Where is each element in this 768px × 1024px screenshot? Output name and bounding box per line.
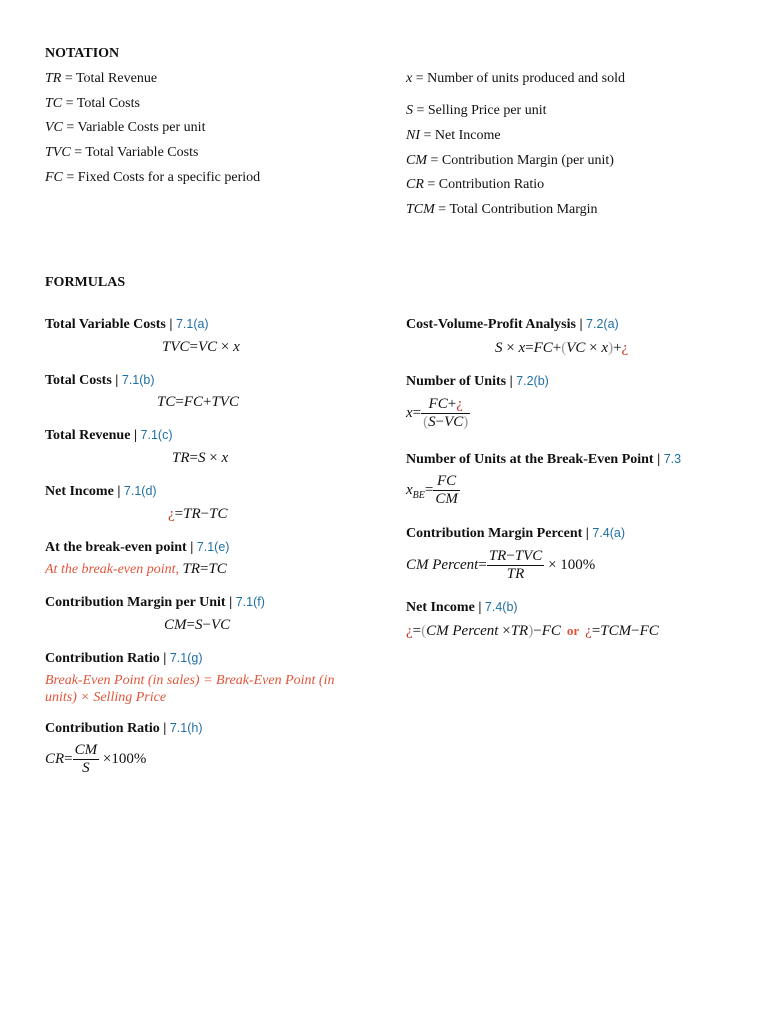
formula-title-net-income: Net Income | 7.1(d) bbox=[45, 484, 157, 499]
formula-units-equation: x= $\frac{FC+¿}{(S-VC)}$ bbox=[406, 396, 469, 430]
formula-ref[interactable]: 7.1(c) bbox=[140, 428, 173, 442]
formula-title-cvp-analysis: Cost-Volume-Profit Analysis | 7.2(a) bbox=[406, 317, 619, 332]
cr-fraction: $\frac{CM}{S}$ bbox=[74, 742, 98, 776]
formula-ref[interactable]: 7.1(e) bbox=[196, 540, 230, 554]
formula-title-net-income-b: Net Income | 7.4(b) bbox=[406, 600, 518, 615]
formula-ref[interactable]: 7.3 bbox=[663, 452, 682, 466]
formula-units-be-equation: $x_{BE}=$ $\frac{FC}{CM}$ bbox=[406, 473, 458, 507]
formulas-heading: FORMULAS bbox=[45, 275, 126, 290]
formula-ref[interactable]: 7.1(f) bbox=[235, 595, 265, 609]
formula-ni-equation: ¿=TR−TC bbox=[168, 506, 228, 522]
formula-ref[interactable]: 7.1(a) bbox=[175, 317, 209, 331]
formula-title-total-revenue: Total Revenue | 7.1(c) bbox=[45, 428, 173, 443]
formula-ref[interactable]: 7.1(b) bbox=[121, 373, 155, 387]
formula-ref[interactable]: 7.4(b) bbox=[484, 600, 518, 614]
formula-break-even-line: At the break-even point, TR=TC bbox=[45, 561, 227, 577]
notation-item-tvc: TVC = Total Variable Costs bbox=[45, 145, 199, 160]
break-even-sales-note: Break-Even Point (in sales) = Break-Even Point (in units) × Selling Price bbox=[45, 673, 335, 705]
notation-item-ni: NI = Net Income bbox=[406, 128, 501, 143]
notation-item-tcm: TCM = Total Contribution Margin bbox=[406, 202, 598, 217]
formula-title-contribution-ratio-h: Contribution Ratio | 7.1(h) bbox=[45, 721, 203, 736]
formula-tr-equation: TR=S × x bbox=[172, 450, 229, 466]
formula-cvp-equation: S × x=FC+(VC × x)+¿ bbox=[495, 340, 629, 356]
notation-heading: NOTATION bbox=[45, 46, 120, 61]
formula-title-cm-per-unit: Contribution Margin per Unit | 7.1(f) bbox=[45, 595, 265, 610]
cm-percent-fraction: $\frac{\text{TR−TVC}}{TR}$ bbox=[488, 548, 543, 582]
notation-item-s: S = Selling Price per unit bbox=[406, 103, 547, 118]
units-be-fraction: $\frac{FC}{CM}$ bbox=[435, 473, 458, 507]
units-fraction: $\frac{FC+¿}{(S-VC)}$ bbox=[423, 396, 469, 430]
notation-item-x: x = Number of units produced and sold bbox=[406, 71, 626, 86]
formula-ref[interactable]: 7.1(d) bbox=[123, 484, 157, 498]
break-even-note: At the break-even point, bbox=[45, 562, 179, 577]
formula-title-contribution-ratio-g: Contribution Ratio | 7.1(g) bbox=[45, 651, 203, 666]
formula-ni-b-equation: ¿=(CM Percent ×TR)−FC or ¿=TCM−FC bbox=[406, 623, 659, 639]
formula-cr-equation: CR= $\frac{CM}{S}$ ×100% bbox=[45, 742, 147, 776]
notation-item-tc: TC = Total Costs bbox=[45, 96, 140, 111]
notation-item-tr: TR = Total Revenue bbox=[45, 71, 158, 86]
formula-title-cm-percent: Contribution Margin Percent | 7.4(a) bbox=[406, 526, 626, 541]
formula-ref[interactable]: 7.1(h) bbox=[169, 721, 203, 735]
formula-ref[interactable]: 7.1(g) bbox=[169, 651, 203, 665]
formula-ref[interactable]: 7.2(b) bbox=[516, 374, 549, 388]
formula-title-total-variable-costs: Total Variable Costs | 7.1(a) bbox=[45, 317, 209, 332]
formula-title-number-of-units: Number of Units | 7.2(b) bbox=[406, 374, 549, 389]
notation-item-fc: FC = Fixed Costs for a specific period bbox=[45, 170, 261, 185]
formula-title-total-costs: Total Costs | 7.1(b) bbox=[45, 373, 155, 388]
formula-tvc-equation: TVC=VC × x bbox=[162, 339, 240, 355]
notation-item-cm: CM = Contribution Margin (per unit) bbox=[406, 153, 614, 168]
formula-title-units-break-even: Number of Units at the Break-Even Point | 7.3 bbox=[406, 452, 682, 467]
formula-ref[interactable]: 7.2(a) bbox=[586, 317, 619, 331]
formula-ref[interactable]: 7.4(a) bbox=[592, 526, 626, 540]
notation-item-cr: CR = Contribution Ratio bbox=[406, 177, 545, 192]
formula-tc-equation: TC=FC+TVC bbox=[157, 394, 239, 410]
formula-cm-percent-equation: CM Percent= $\frac{\text{TR−TVC}}{TR}$ × 100% bbox=[406, 548, 596, 582]
notation-item-vc: VC = Variable Costs per unit bbox=[45, 120, 206, 135]
formula-cm-equation: CM=S−VC bbox=[164, 617, 231, 633]
formula-title-break-even: At the break-even point | 7.1(e) bbox=[45, 540, 230, 555]
